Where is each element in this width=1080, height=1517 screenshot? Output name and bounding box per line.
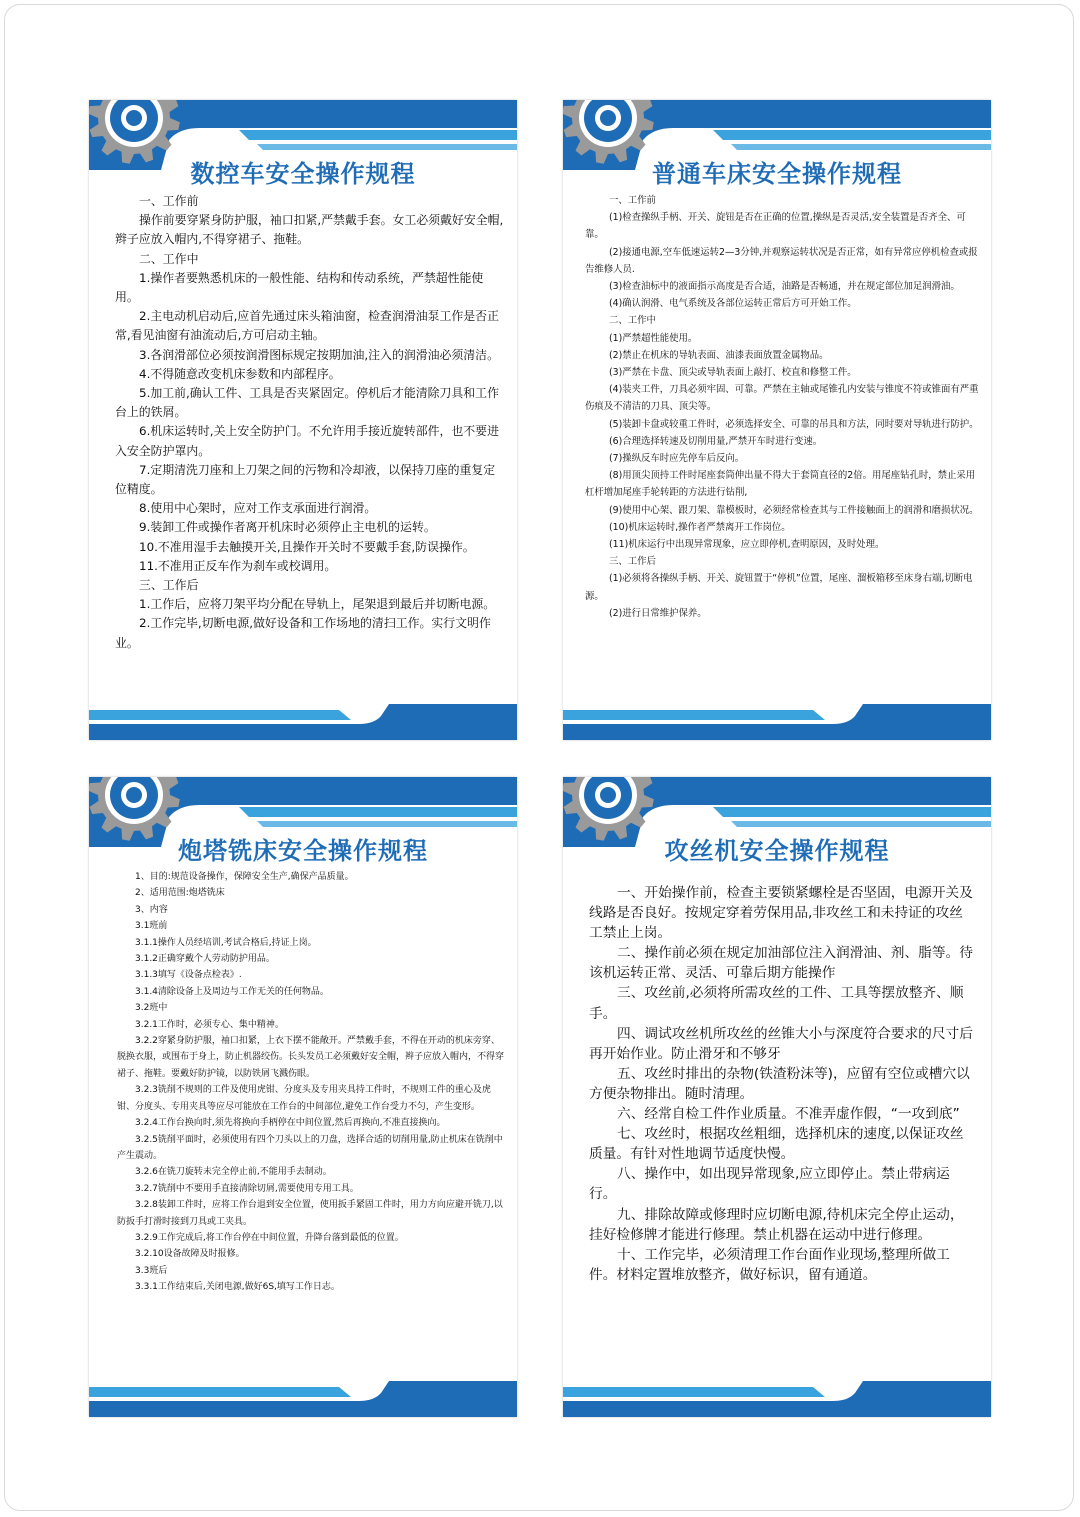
panel-title: 攻丝机安全操作规程 [664, 837, 890, 865]
rule-line: 3.2.2穿紧身防护服，袖口扣紧，上衣下摆不能敞开。严禁戴手套，不得在开动的机床旁穿、脱换衣服，或围布于身上，防止机器绞伤。长头发员工必须戴好安全帽，辫子应放入帽内，不得穿裙子、拖鞋。要戴好防护镜，以防铁屑飞溅伤眼。 [117, 1036, 505, 1079]
rule-line: (11)机床运行中出现异常现象，应立即停机,查明原因，及时处理。 [609, 539, 885, 551]
panel-body [117, 869, 505, 1296]
rule-line: (9)使用中心架、跟刀架、靠模板时，必须经常检查其与工件接触面上的润滑和磨损状况。 [609, 504, 979, 516]
rule-line: (2)接通电源,空车低速运转2—3分钟,并观察运转状况是否正常，如有异常应停机检查或报告维修人员. [585, 246, 978, 275]
rule-line: 6.机床运转时,关上安全防护门。不允许用手接近旋转部件，也不要进入安全防护罩内。 [115, 424, 499, 458]
rule-line: 3.1.1操作人员经培训,考试合格后,持证上岗。 [135, 937, 317, 948]
safety-panel-ordinary-lathe [563, 100, 991, 740]
rule-line: 2、适用范围:炮塔铣床 [135, 888, 225, 899]
rule-line: 一、工作前 [139, 194, 199, 208]
rule-line: 3.3.1工作结束后,关闭电源,做好6S,填写工作日志。 [135, 1282, 340, 1293]
footer-decoration [563, 1381, 991, 1417]
rule-line: 一、开始操作前，检查主要锁紧螺栓是否坚固，电源开关及线路是否良好。按规定穿着劳保用品,非攻丝工和未持证的攻丝工禁止上岗。 [589, 885, 973, 942]
footer-decoration [563, 704, 991, 740]
rule-line: 六、经常自检工件作业质量。不准弄虚作假，“一攻到底” [617, 1106, 960, 1123]
rule-line: 3.2.9工作完成后,将工作台停在中间位置，升降台落到最低的位置。 [135, 1232, 404, 1243]
panel-title: 数控车安全操作规程 [190, 160, 416, 188]
panel-title: 炮塔铣床安全操作规程 [178, 837, 428, 865]
rule-line: 1、目的:规范设备操作，保障安全生产,确保产品质量。 [135, 872, 354, 882]
rule-line: 3.1.3填写《设备点检表》. [135, 970, 242, 981]
safety-panel-turret-mill [89, 777, 517, 1417]
panel-title: 普通车床安全操作规程 [652, 160, 902, 188]
rule-line: (2)禁止在机床的导轨表面、油漆表面放置金属物品。 [609, 349, 829, 361]
panel-body [585, 192, 979, 622]
rule-line: 10.不准用湿手去触摸开关,且操作开关时不要戴手套,防误操作。 [139, 539, 475, 554]
rule-line: 3.2.1工作时，必须专心、集中精神。 [135, 1019, 284, 1030]
footer-decoration [89, 704, 517, 740]
rule-line: (7)操纵反车时应先停车后反向。 [609, 453, 745, 465]
rule-line: 1.操作者要熟悉机床的一般性能、结构和传动系统，严禁超性能使用。 [115, 270, 484, 305]
safety-panel-tapping-machine [563, 777, 991, 1417]
rule-line: 3.2.10设备故障及时报修。 [135, 1249, 245, 1260]
rule-line: 3.1.2正确穿戴个人劳动防护用品。 [135, 954, 275, 965]
rule-line: 3.2.3铣削不规则的工件及使用虎钳、分度头及专用夹具持工件时，不规则工件的重心及虎钳、分度头、专用夹具等应尽可能放在工作台的中间部位,避免工作台受力不匀，产生变形。 [117, 1085, 491, 1112]
rule-line: (3)检查油标中的液面指示高度是否合适，油路是否畅通，并在规定部位加足润滑油。 [609, 281, 960, 293]
rule-line: 十、工作完毕，必须清理工作台面作业现场,整理所做工件。材料定置堆放整齐，做好标识，留有通道。 [589, 1246, 950, 1283]
rule-line: (3)严禁在卡盘、顶尖或导轨表面上敲打、校直和修整工件。 [609, 367, 857, 379]
panel-body [115, 192, 505, 653]
rule-line: 二、操作前必须在规定加油部位注入润滑油、剂、脂等。待该机运转正常、灵活、可靠后期方能操作 [589, 945, 973, 982]
rule-line: (4)确认润滑、电气系统及各部位运转正常后方可开始工作。 [609, 298, 857, 310]
rule-line: 3.1.4清除设备上及周边与工作无关的任何物品。 [135, 986, 329, 997]
rule-line: 一、工作前 [609, 195, 656, 206]
rule-line: 3、内容 [135, 904, 168, 915]
rule-line: 7.定期清洗刀座和上刀架之间的污物和冷却液，以保持刀座的重复定位精度。 [115, 462, 496, 497]
rule-line: 3.2.6在铣刀旋转未完全停止前,不能用手去制动。 [135, 1167, 332, 1178]
rule-line: 8.使用中心架时，应对工作支承面进行润滑。 [139, 501, 377, 516]
rule-line: 3.各润滑部位必须按润滑图标规定按期加油,注入的润滑油必须清洁。 [139, 347, 499, 362]
rule-line: (1)检查操纵手柄、开关、旋钮是否在正确的位置,操纵是否灵活,安全装置是否齐全、可靠。 [585, 212, 966, 241]
rule-line: 四、调试攻丝机所攻丝的丝锥大小与深度符合要求的尺寸后再开始作业。防止滑牙和不够牙 [589, 1025, 973, 1062]
rule-line: 9.装卸工件或操作者离开机床时必须停止主电机的运转。 [139, 520, 436, 535]
footer-decoration [89, 1381, 517, 1417]
rule-line: 4.不得随意改变机床参数和内部程序。 [139, 366, 341, 381]
rule-line: 三、工作后 [609, 556, 656, 568]
rule-line: 3.2.8装卸工件时，应将工作台退到安全位置，使用扳手紧固工件时，用力方向应避开铣刀,以防扳手打滑时接到刀具或工夹具。 [117, 1200, 503, 1227]
rule-line: 九、排除故障或修理时应切断电源,待机床完全停止运动，挂好检修牌才能进行修理。禁止机器在运动中进行修理。 [589, 1206, 964, 1243]
rule-line: (1)必须将各操纵手柄、开关、旋钮置于“停机”位置，尾座、溜板箱移至床身右端,切断电源。 [585, 573, 973, 602]
rule-line: (10)机床运转时,操作者严禁离开工作岗位。 [609, 521, 791, 533]
rule-line: 3.2.5铣削平面时，必须使用有四个刀头以上的刀盘，选择合适的切削用量,防止机床在铣削中产生震动。 [117, 1134, 503, 1161]
rule-line: (1)严禁超性能使用。 [609, 332, 698, 344]
rule-line: 11.不准用正反车作为刹车或校调用。 [139, 558, 337, 573]
rule-line: 七、攻丝时，根据攻丝粗细，选择机床的速度,以保证攻丝质量。有针对性地调节适度快慢。 [589, 1126, 964, 1163]
rule-line: 5.加工前,确认工件、工具是否夹紧固定。停机后才能清除刀具和工作台上的铁屑。 [115, 386, 499, 420]
rule-line: 3.2.7铣削中不要用手直接清除切屑,需要使用专用工具。 [135, 1183, 359, 1194]
rule-line: 三、工作后 [139, 578, 199, 593]
rule-line: 五、攻丝时排出的杂物(铁渣粉沫等)，应留有空位或槽穴以方便杂物排出。随时清理。 [589, 1065, 970, 1102]
rule-line: (2)进行日常维护保养。 [609, 607, 707, 619]
rule-line: (4)装夹工件，刀具必须牢固、可靠。严禁在主轴或尾锥孔内安装与锥度不符或锥面有严重伤痕及不清洁的刀具、顶尖等。 [585, 384, 979, 413]
rule-line: (5)装卸卡盘或较重工件时，必须选择安全、可靠的吊具和方法，同时要对导轨进行防护。 [609, 418, 979, 430]
rule-line: 3.3班后 [135, 1265, 168, 1276]
panel-body [589, 883, 975, 1285]
rule-line: 二、工作中 [609, 315, 656, 327]
safety-panel-cnc-lathe [89, 100, 517, 740]
rule-line: 八、操作中，如出现异常现象,应立即停止。禁止带病运行。 [589, 1166, 950, 1203]
rule-line: 操作前要穿紧身防护服，袖口扣紧,严禁戴手套。女工必须戴好安全帽,辫子应放入帽内,不得穿裙子、拖鞋。 [115, 213, 504, 247]
rule-line: 三、攻丝前,必须将所需攻丝的工件、工具等摆放整齐、顺手。 [589, 985, 964, 1022]
rule-line: 3.1班前 [135, 921, 168, 932]
rule-line: 2.工作完毕,切断电源,做好设备和工作场地的清扫工作。实行文明作业。 [115, 616, 491, 650]
rule-line: 3.2班中 [135, 1003, 168, 1014]
rule-line: 1.工作后，应将刀架平均分配在导轨上，尾架退到最后并切断电源。 [139, 597, 496, 612]
rule-line: (8)用顶尖顶持工件时尾座套筒伸出量不得大于套筒直径的2倍。用尾座钻孔时，禁止采用杠杆增加尾座手轮转距的方法进行钻削, [585, 470, 976, 499]
rule-line: (6)合理选择转速及切削用量,严禁开车时进行变速。 [609, 435, 823, 447]
rule-line: 二、工作中 [139, 251, 199, 266]
rule-line: 3.2.4工作台换向时,须先将换向手柄停在中间位置,然后再换向,不准直接换向。 [135, 1118, 446, 1129]
rule-line: 2.主电动机启动后,应首先通过床头箱油窗，检查润滑油泵工作是否正常,看见油窗有油流动后,方可启动主轴。 [115, 309, 499, 343]
